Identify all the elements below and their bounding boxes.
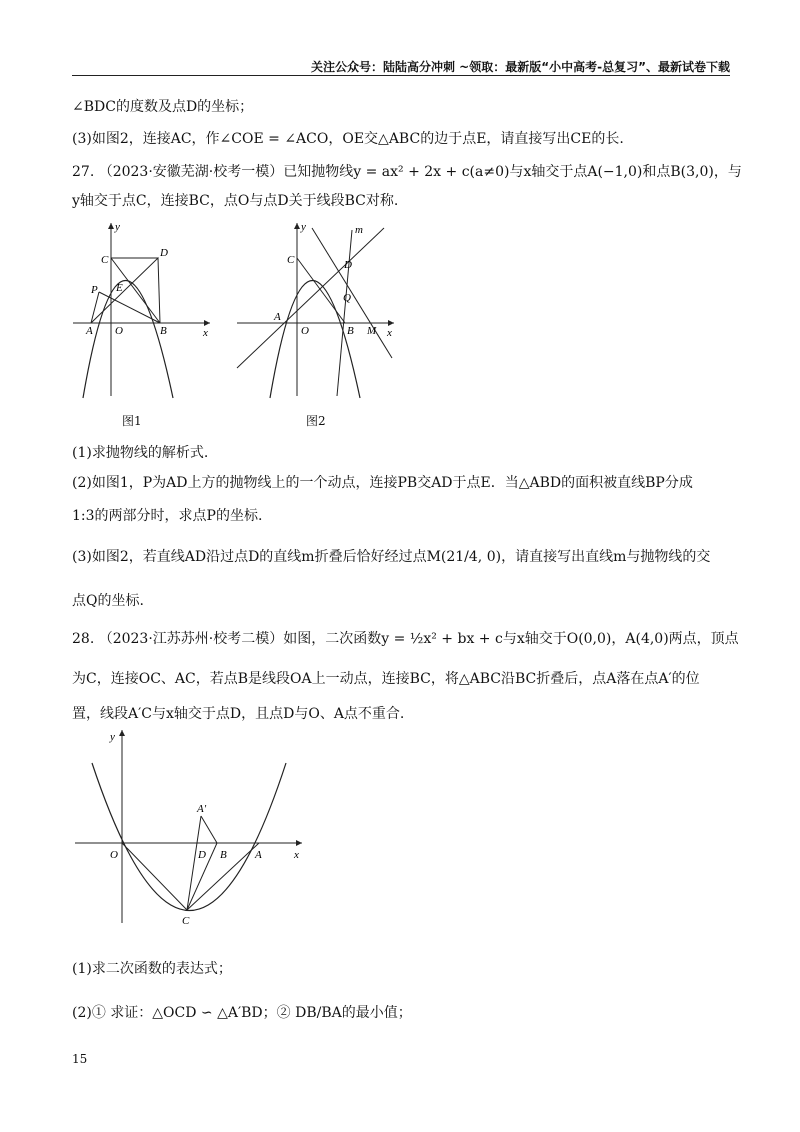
fig3-label-D: D bbox=[198, 849, 206, 861]
fig2-label-y: y bbox=[301, 221, 306, 233]
fig2-label-B: B bbox=[347, 325, 354, 337]
question-28-intro: 28. （2023·江苏苏州·校考二模）如图，二次函数y = ½x² + bx + c与x轴交于O(0,0)，A(4,0)两点，顶点 bbox=[72, 631, 739, 647]
figure-2 bbox=[232, 218, 402, 403]
fig2-label-Q: Q bbox=[343, 292, 351, 304]
fig2-label-m: m bbox=[355, 224, 363, 236]
fig1-label-P: P bbox=[91, 284, 98, 296]
fig1-label-O: O bbox=[115, 325, 123, 337]
fig1-label-y: y bbox=[115, 221, 120, 233]
question-27-intro-2: y轴交于点C，连接BC，点O与点D关于线段BC对称. bbox=[72, 193, 399, 209]
fig3-label-C: C bbox=[182, 915, 190, 927]
question-28-part-2: (2)① 求证：△OCD ∽ △A′BD；② DB/BA的最小值； bbox=[72, 1005, 412, 1021]
fig2-label-A: A bbox=[274, 311, 281, 323]
fig2-label-C: C bbox=[287, 254, 295, 266]
figure-3 bbox=[72, 728, 312, 928]
question-28-intro-3: 置，线段A′C与x轴交于点D，且点D与O、A点不重合. bbox=[72, 706, 405, 722]
text-line: (3)如图2，连接AC，作∠COE = ∠ACO，OE交△ABC的边于点E，请直接写出CE的长. bbox=[72, 131, 624, 147]
fig3-label-A: A bbox=[255, 849, 262, 861]
fig1-label-C: C bbox=[101, 254, 109, 266]
question-28-part-1: (1)求二次函数的表达式； bbox=[72, 961, 232, 977]
fig3-label-B: B bbox=[220, 849, 227, 861]
fig2-label-M: M bbox=[367, 325, 377, 337]
question-28-intro-2: 为C，连接OC、AC，若点B是线段OA上一动点，连接BC，将△ABC沿BC折叠后，点A落在点A′的位 bbox=[72, 671, 700, 687]
figure-1 bbox=[68, 218, 218, 403]
fig3-label-y: y bbox=[110, 731, 115, 743]
fig3-label-x: x bbox=[294, 849, 299, 861]
fig3-label-A-prime: A′ bbox=[197, 803, 207, 815]
page-number: 15 bbox=[72, 1052, 88, 1066]
fig2-label-O: O bbox=[301, 325, 309, 337]
question-27-part-1: (1)求抛物线的解析式. bbox=[72, 445, 209, 461]
page-header: 关注公众号：陆陆高分冲刺 ~领取：最新版“小中高考-总复习”、最新试卷下载 bbox=[311, 60, 730, 74]
fig1-label-D: D bbox=[160, 247, 168, 259]
figure-2-caption: 图2 bbox=[306, 414, 326, 428]
header-divider bbox=[72, 75, 730, 76]
question-27-part-2: (2)如图1，P为AD上方的抛物线上的一个动点，连接PB交AD于点E．当△ABD的面积被直线BP分成 bbox=[72, 475, 693, 491]
fig1-label-A: A bbox=[86, 325, 93, 337]
fig2-label-x: x bbox=[387, 327, 392, 339]
question-27-part-2-cont: 1:3的两部分时，求点P的坐标. bbox=[72, 508, 263, 524]
question-27-part-3-cont: 点Q的坐标. bbox=[72, 593, 144, 609]
question-27-intro: 27. （2023·安徽芜湖·校考一模）已知抛物线y = ax² + 2x + c(a≠0)与x轴交于点A(−1,0)和点B(3,0)，与 bbox=[72, 164, 742, 180]
question-27-part-3: (3)如图2，若直线AD沿过点D的直线m折叠后恰好经过点M(21/4, 0)，请直接写出直线m与抛物线的交 bbox=[72, 549, 711, 565]
fig2-label-D: D bbox=[344, 259, 352, 271]
fig3-label-O: O bbox=[110, 849, 118, 861]
figure-1-caption: 图1 bbox=[122, 414, 142, 428]
fig1-label-x: x bbox=[203, 327, 208, 339]
fig1-label-E: E bbox=[116, 282, 123, 294]
fig1-label-B: B bbox=[160, 325, 167, 337]
text-line: ∠BDC的度数及点D的坐标； bbox=[72, 99, 254, 115]
